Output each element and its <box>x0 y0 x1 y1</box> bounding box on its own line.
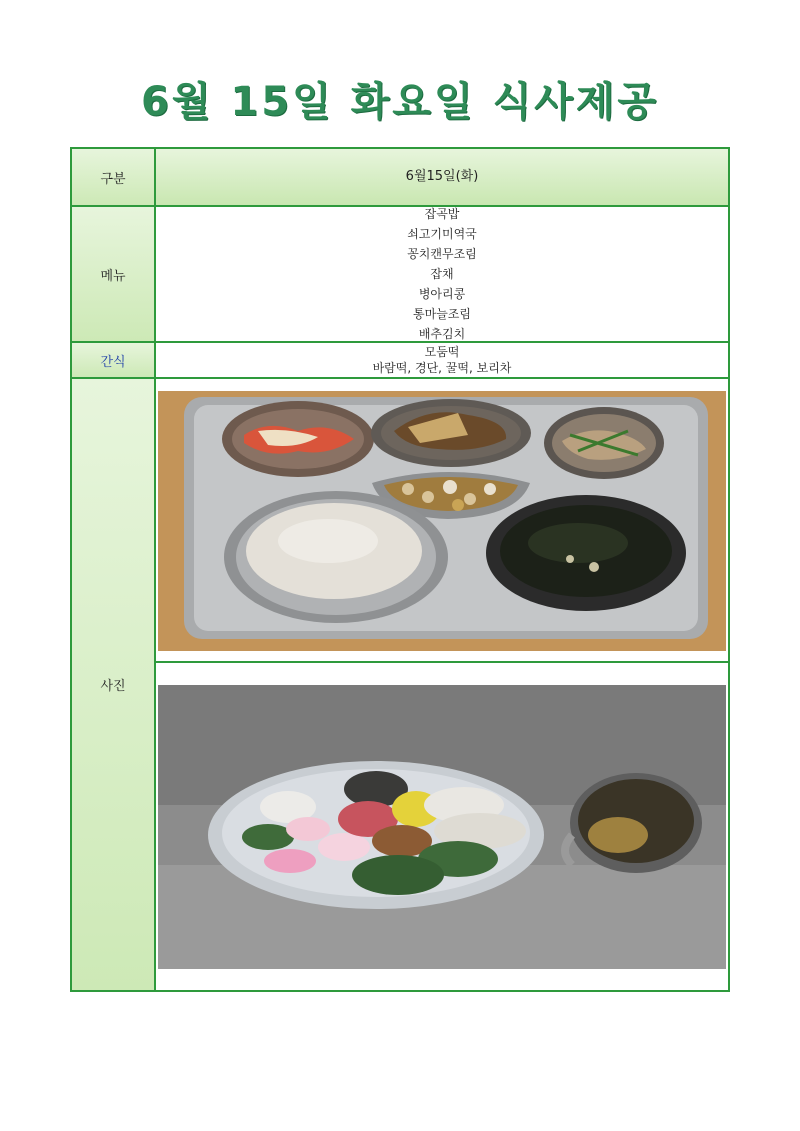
header-row <box>72 149 728 207</box>
menu-label: 메뉴 <box>72 207 156 341</box>
menu-item: 병아리콩 <box>418 287 466 301</box>
header-label: 구분 <box>72 149 156 205</box>
menu-item: 꽁치캔무조림 <box>407 247 477 261</box>
photo-divider <box>156 661 728 663</box>
snack-items: 바람떡, 경단, 꿀떡, 보리차 <box>372 361 512 375</box>
date-cell: 6월15일(화) <box>156 149 728 205</box>
meal-tray-photo <box>158 391 726 651</box>
photo-row <box>72 379 728 990</box>
snack-label: 간식 <box>72 343 156 377</box>
menu-item: 쇠고기미역국 <box>407 227 477 241</box>
menu-item: 통마늘조림 <box>413 307 471 321</box>
snack-list <box>156 343 728 377</box>
snack-row <box>72 343 728 379</box>
meal-table <box>70 147 730 992</box>
photo-label: 사진 <box>72 379 156 990</box>
menu-row <box>72 207 728 343</box>
menu-item: 배추김치 <box>418 327 466 341</box>
snack-title: 모둠떡 <box>424 345 460 359</box>
menu-list <box>156 207 728 341</box>
rice-cake-photo <box>158 685 726 969</box>
menu-item: 잡채 <box>430 267 454 281</box>
menu-item: 잡곡밥 <box>424 207 460 221</box>
page-title: 6월 15일 화요일 식사제공 <box>140 79 660 125</box>
